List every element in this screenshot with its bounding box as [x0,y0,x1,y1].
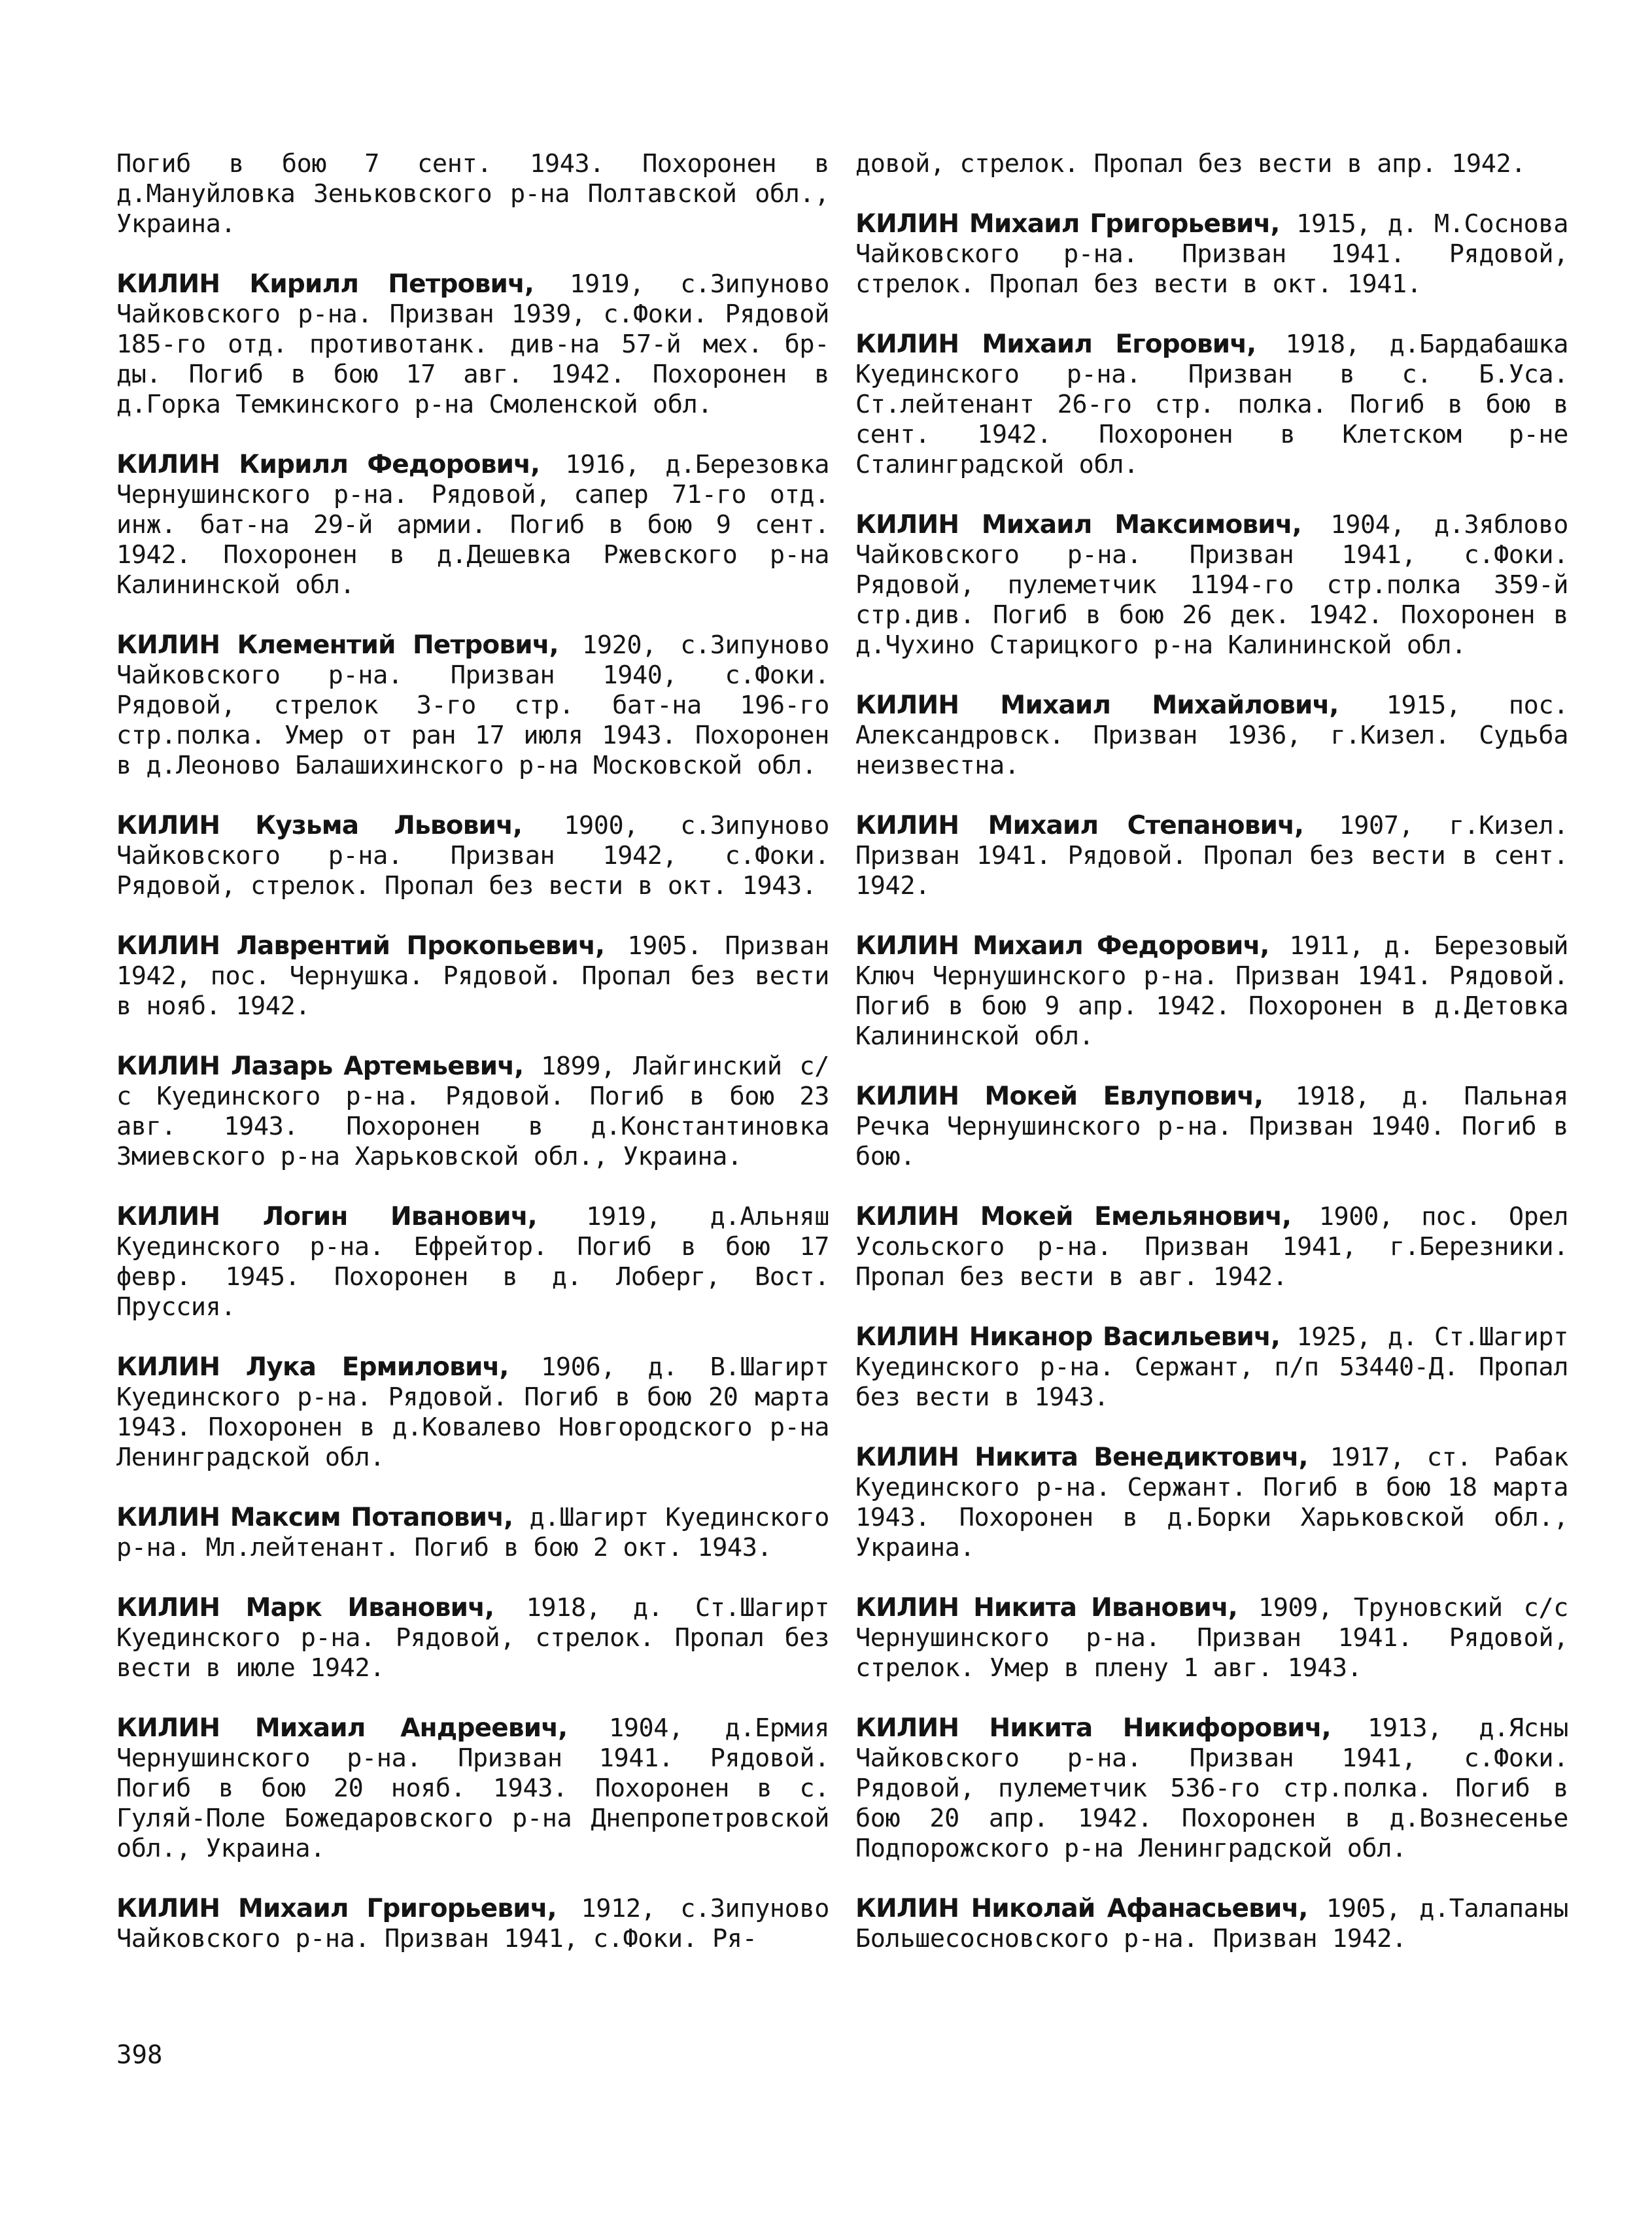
entry-name: КИЛИН Николай Афанасьевич, [855,1894,1308,1923]
entry-text: 1918, д. Ст.Шагирт Куединского р-на. Рядовой, стрелок. Пропал без вести в июле 1942. [116,1593,829,1683]
entry-text: 1913, д.Ясны Чайковского р-на. Призван 1941, с.Фоки. Рядовой, пулеметчик 536-го стр.полка. Погиб в бою 20 апр. 1942. Похоронен в д.Вознесенье Подпорожского р-на Ленинградской обл. [855,1713,1568,1863]
entry [855,1202,1568,1292]
entry [116,1202,829,1322]
entry-text: 1918, д.Бардабашка Куединского р-на. Призван в с. Б.Уса. Ст.лейтенант 26-го стр. полка. Погиб в бою в сент. 1942. Похоронен в Клетском р-не Сталинградской обл. [855,330,1568,479]
entry [855,330,1568,480]
entry-text: 1904, д.Ермия Чернушинского р-на. Призван 1941. Рядовой. Погиб в бою 20 нояб. 1943. Похоронен в с. Гуляй-Поле Божедаровского р-на Днепропетровской обл., Украина. [116,1713,829,1863]
entry [116,931,829,1022]
entry-name: КИЛИН Лаврентий Прокопьевич, [116,931,605,961]
entry-text: 1925, д. Ст.Шагирт Куединского р-на. Сержант, п/п 53440-Д. Пропал без вести в 1943. [855,1322,1568,1412]
entry-name: КИЛИН Михаил Григорьевич, [116,1894,557,1923]
entry-text: 1905, д.Талапаны Большесосновского р-на. Призван 1942. [855,1894,1568,1953]
entry-name: КИЛИН Михаил Андреевич, [116,1713,568,1743]
page-number: 398 [116,2040,163,2070]
entry [855,811,1568,901]
entry-name: КИЛИН Никанор Васильевич, [855,1322,1280,1352]
entry [116,1593,829,1683]
entry [855,510,1568,661]
entry [116,1352,829,1473]
entry [855,691,1568,781]
entry [116,1713,829,1864]
entry [116,1503,829,1563]
entry-name: КИЛИН Максим Потапович, [116,1503,513,1532]
entry-text: 1918, д. Пальная Речка Чернушинского р-на. Призван 1940. Погиб в бою. [855,1082,1568,1171]
entry [116,450,829,600]
entry-text: 1909, Труновский с/с Чернушинского р-на. Призван 1941. Рядовой, стрелок. Умер в плену 1 авг. 1943. [855,1593,1569,1683]
entry-name: КИЛИН Никита Иванович, [855,1593,1237,1623]
entry-text: 1915, д. М.Соснова Чайковского р-на. Призван 1941. Рядовой, стрелок. Пропал без вести в окт. 1941. [855,209,1568,299]
entry-name: КИЛИН Михаил Степанович, [855,811,1304,840]
entry-name: КИЛИН Михаил Михайлович, [855,691,1339,720]
entry-text: 1906, д. В.Шагирт Куединского р-на. Рядовой. Погиб в бою 20 марта 1943. Похоронен в д.Ковалево Новгородского р-на Ленинградской обл. [116,1352,829,1472]
entry-name: КИЛИН Никита Венедиктович, [855,1443,1308,1472]
entry-name: КИЛИН Кузьма Львович, [116,811,523,840]
entry-name: КИЛИН Клементий Петрович, [116,630,559,660]
entry-text: 1904, д.Зяблово Чайковского р-на. Призван 1941, с.Фоки. Рядовой, пулеметчик 1194-го стр.полка 359-й стр.див. Погиб в бою 26 дек. 1942. Похоронен в д.Чухино Старицкого р-на Калининской обл. [855,510,1568,660]
right-column [855,149,1568,1984]
entry-continuation: довой, стрелок. Пропал без вести в апр. 1942. [855,149,1526,179]
entry-name: КИЛИН Мокей Емельянович, [855,1202,1292,1231]
entry-name: КИЛИН Мокей Евлупович, [855,1082,1264,1111]
entry-text: 1899, Лайгинский с/с Куединского р-на. Рядовой. Погиб в бою 23 авг. 1943. Похоронен в д.Константиновка Змиевского р-на Харьковской обл., Украина. [116,1052,829,1171]
entry-name: КИЛИН Кирилл Петрович, [116,269,534,299]
entry [855,1443,1568,1563]
entry-name: КИЛИН Никита Никифорович, [855,1713,1331,1743]
entry-name: КИЛИН Логин Иванович, [116,1202,537,1231]
entry-text: д.Шагирт Куединского р-на. Мл.лейтенант. Погиб в бою 2 окт. 1943. [116,1503,829,1562]
entry-text: 1919, д.Альняш Куединского р-на. Ефрейтор. Погиб в бою 17 февр. 1945. Похоронен в д. Лоберг, Вост. Пруссия. [116,1202,829,1322]
entry-text: 1907, г.Кизел. Призван 1941. Рядовой. Пропал без вести в сент. 1942. [855,811,1569,901]
entry-name: КИЛИН Кирилл Федорович, [116,450,540,479]
entry-name: КИЛИН Михаил Максимович, [855,510,1301,540]
entry [116,1052,829,1172]
entry [855,1322,1568,1413]
entry-name: КИЛИН Лука Ермилович, [116,1352,509,1382]
entry [855,1894,1568,1954]
entry-name: КИЛИН Марк Иванович, [116,1593,494,1623]
entry-text: 1917, ст. Рабак Куединского р-на. Сержант. Погиб в бою 18 марта 1943. Похоронен в д.Борки Харьковской обл., Украина. [855,1443,1568,1562]
entry-name: КИЛИН Лазарь Артемьевич, [116,1052,524,1081]
entry [116,269,829,420]
entry-continuation: Погиб в бою 7 сент. 1943. Похоронен в д.Мануйловка Зеньковского р-на Полтавской обл., Украина. [116,149,829,239]
entry [116,811,829,901]
entry-name: КИЛИН Михаил Егорович, [855,330,1256,359]
entry-text: 1912, с.Зипуново Чайковского р-на. Призван 1941, с.Фоки. Ря- [116,1894,830,1953]
entry-text: 1905. Призван 1942, пос. Чернушка. Рядовой. Пропал без вести в нояб. 1942. [116,931,830,1021]
entry [116,1894,829,1954]
entry-name: КИЛИН Михаил Григорьевич, [855,209,1280,239]
entry [855,209,1568,300]
entry [116,630,829,781]
left-column [116,149,829,1984]
entry [855,1082,1568,1172]
entry-name: КИЛИН Михаил Федорович, [855,931,1269,961]
entry-text: 1911, д. Березовый Ключ Чернушинского р-на. Призван 1941. Рядовой. Погиб в бою 9 апр. 1942. Похоронен в д.Детовка Калининской обл. [855,931,1568,1051]
entry-text: 1919, с.Зипуново Чайковского р-на. Призван 1939, с.Фоки. Рядовой 185-го отд. противотанк. див-на 57-й мех. бр-ды. Погиб в бою 17 авг. 1942. Похоронен в д.Горка Темкинского р-на Смоленской обл. [116,269,830,419]
entry [855,931,1568,1052]
entry-text: 1920, с.Зипуново Чайковского р-на. Призван 1940, с.Фоки. Рядовой, стрелок 3-го стр. бат-на 196-го стр.полка. Умер от ран 17 июля 1943. Похоронен в д.Леоново Балашихинского р-на Московской обл. [116,630,829,780]
entry-text: 1915, пос. Александровск. Призван 1936, г.Кизел. Судьба неизвестна. [855,691,1568,780]
entry [855,1593,1568,1683]
entry-text: 1900, с.Зипуново Чайковского р-на. Призван 1942, с.Фоки. Рядовой, стрелок. Пропал без вести в окт. 1943. [116,811,830,901]
entry [855,1713,1568,1864]
entry-text: 1916, д.Березовка Чернушинского р-на. Рядовой, сапер 71-го отд. инж. бат-на 29-й армии. Погиб в бою 9 сент. 1942. Похоронен в д.Дешевка Ржевского р-на Калининской обл. [116,450,829,600]
entry-text: 1900, пос. Орел Усольского р-на. Призван 1941, г.Березники. Пропал без вести в авг. 1942. [855,1202,1568,1292]
